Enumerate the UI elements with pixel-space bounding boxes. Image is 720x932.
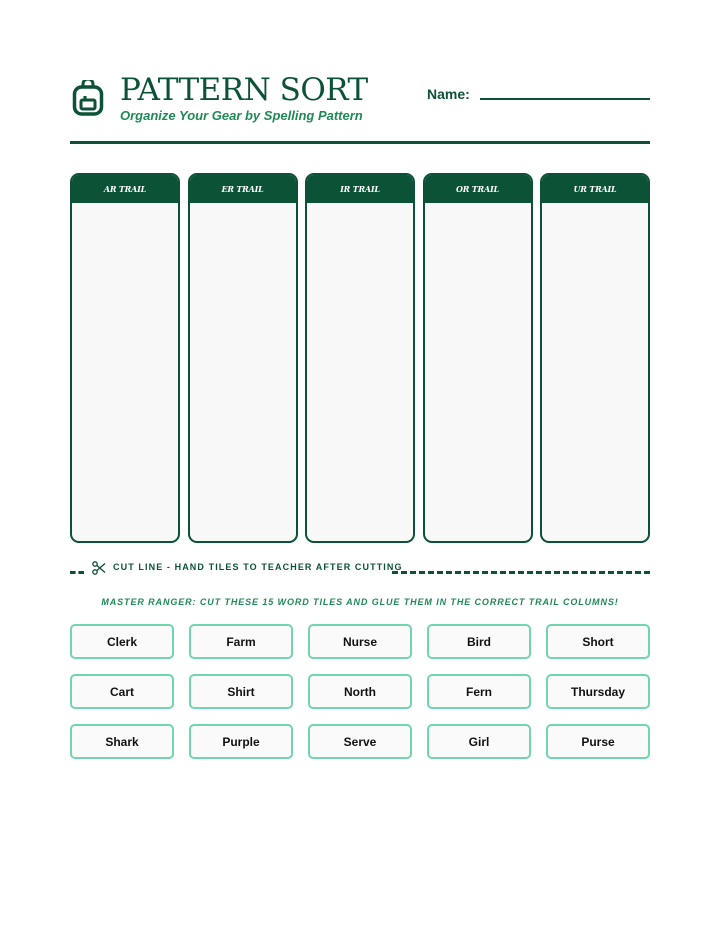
trail-columns — [70, 173, 650, 543]
word-tile[interactable]: Thursday — [546, 674, 650, 709]
word-tile[interactable]: Shirt — [189, 674, 293, 709]
worksheet-header — [70, 68, 650, 128]
column-header: AR TRAIL — [72, 175, 178, 203]
name-label: Name: — [427, 86, 470, 102]
column-drop-area[interactable] — [72, 203, 178, 541]
word-tile[interactable]: Purple — [189, 724, 293, 759]
word-tile[interactable]: Shark — [70, 724, 174, 759]
word-tile[interactable]: Girl — [427, 724, 531, 759]
page-subtitle: Organize Your Gear by Spelling Pattern — [120, 108, 363, 123]
word-tiles — [70, 624, 650, 759]
cut-line — [70, 560, 650, 580]
cut-line-dash-right — [392, 571, 650, 574]
word-tile[interactable]: Serve — [308, 724, 412, 759]
column-ur-trail[interactable] — [540, 173, 650, 543]
column-drop-area[interactable] — [307, 203, 413, 541]
word-tile[interactable]: Clerk — [70, 624, 174, 659]
word-tile[interactable]: Cart — [70, 674, 174, 709]
word-tile[interactable]: Bird — [427, 624, 531, 659]
column-ir-trail[interactable] — [305, 173, 415, 543]
column-header: OR TRAIL — [425, 175, 531, 203]
column-er-trail[interactable] — [188, 173, 298, 543]
column-header: ER TRAIL — [190, 175, 296, 203]
column-drop-area[interactable] — [190, 203, 296, 541]
column-ar-trail[interactable] — [70, 173, 180, 543]
word-tile[interactable]: Short — [546, 624, 650, 659]
page-title: PATTERN SORT — [120, 72, 368, 108]
column-drop-area[interactable] — [542, 203, 648, 541]
column-or-trail[interactable] — [423, 173, 533, 543]
scissors-icon — [92, 561, 106, 575]
cut-line-text: CUT LINE - HAND TILES TO TEACHER AFTER CUTTING — [113, 562, 403, 572]
word-tile[interactable]: Fern — [427, 674, 531, 709]
cut-line-dash-left — [70, 571, 84, 574]
backpack-icon — [72, 80, 104, 116]
column-header: UR TRAIL — [542, 175, 648, 203]
column-drop-area[interactable] — [425, 203, 531, 541]
word-tile[interactable]: North — [308, 674, 412, 709]
word-tile[interactable]: Nurse — [308, 624, 412, 659]
word-tile[interactable]: Farm — [189, 624, 293, 659]
name-field-line[interactable] — [480, 98, 650, 100]
word-tile[interactable]: Purse — [546, 724, 650, 759]
header-divider — [70, 141, 650, 144]
instructions-text: MASTER RANGER: CUT THESE 15 WORD TILES AND GLUE THEM IN THE CORRECT TRAIL COLUMNS! — [101, 597, 619, 607]
column-header: IR TRAIL — [307, 175, 413, 203]
